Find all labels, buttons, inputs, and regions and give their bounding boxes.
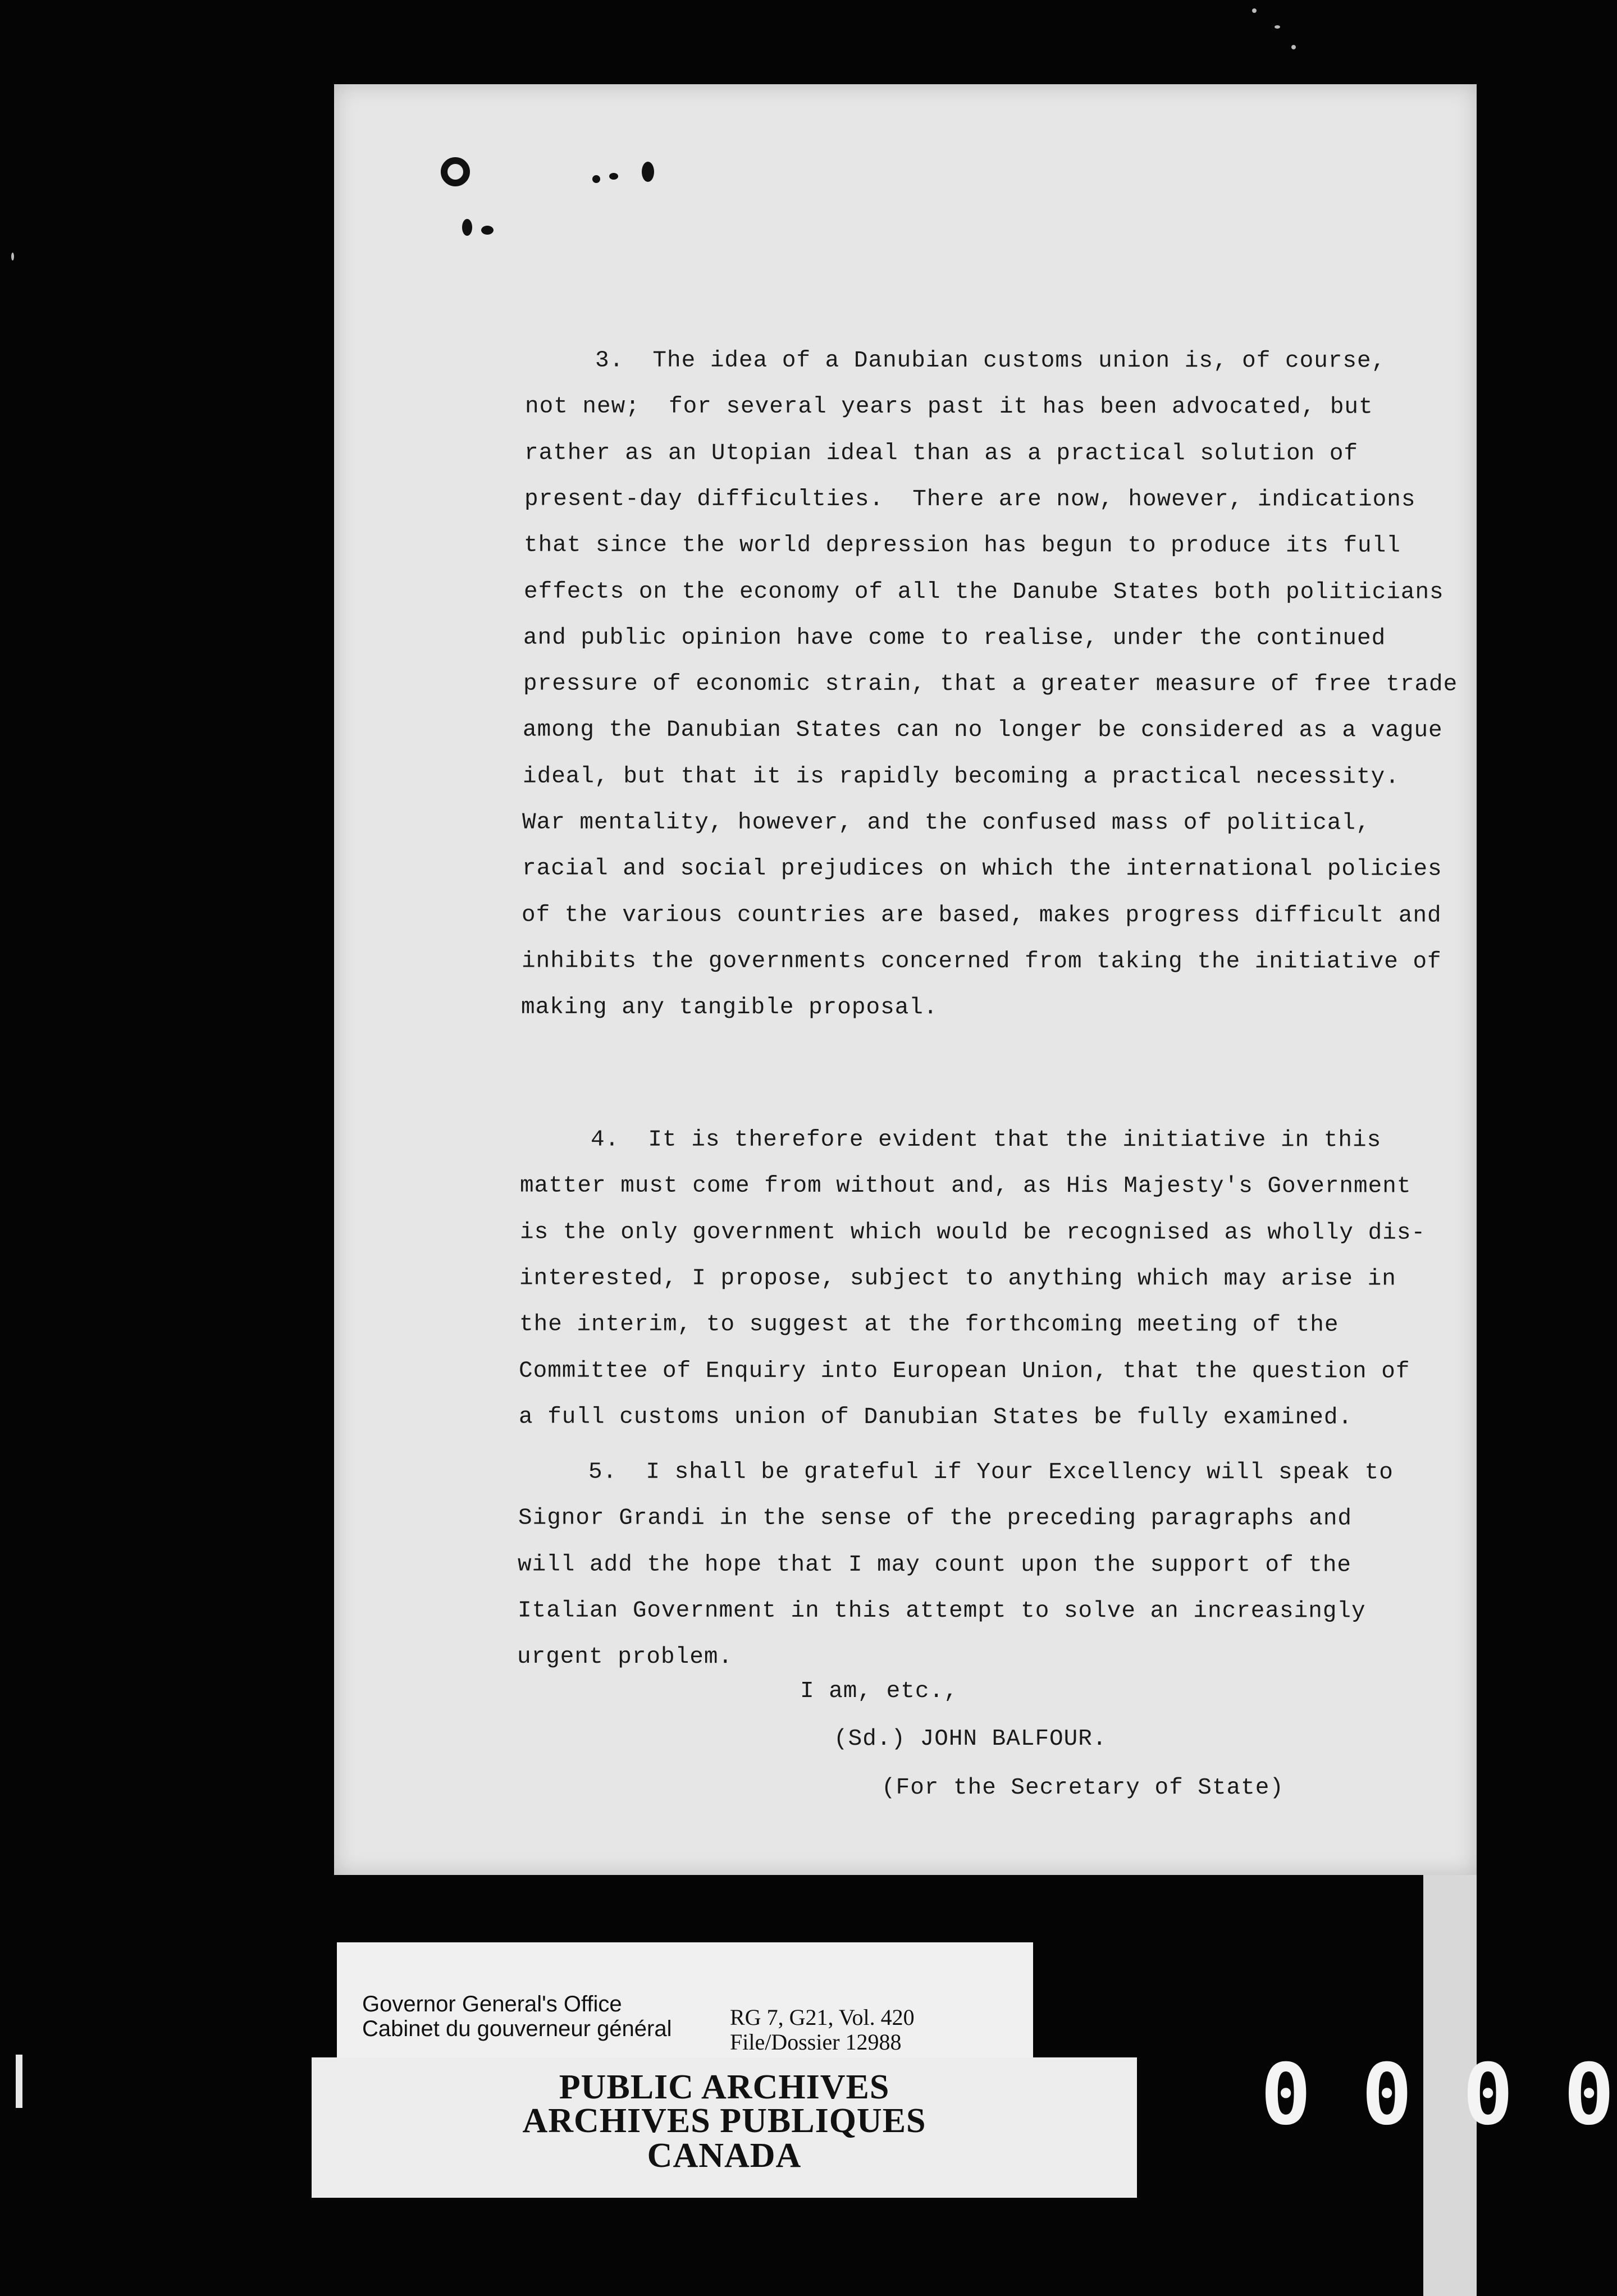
typed-line: 5. I shall be grateful if Your Excellency will speak to	[588, 1459, 1394, 1486]
public-archives-stamp	[312, 2057, 1137, 2198]
record-group-ref: RG 7, G21, Vol. 420	[730, 2005, 915, 2030]
typed-line: pressure of economic strain, that a greater measure of free trade	[523, 671, 1458, 698]
typed-line: of the various countries are based, makes progress difficult and	[522, 902, 1442, 929]
typed-line: that since the world depression has begun to produce its full	[524, 532, 1401, 559]
typed-line: inhibits the governments concerned from taking the initiative of	[521, 948, 1442, 975]
typed-line: ideal, but that it is rapidly becoming a practical necessity.	[522, 763, 1400, 790]
typed-line: a full customs union of Danubian States be fully examined.	[518, 1404, 1353, 1431]
typed-line: is the only government which would be recognised as wholly dis-	[519, 1219, 1426, 1246]
typed-letter-page	[334, 84, 1477, 1875]
office-name-en: Governor General's Office	[362, 1992, 622, 2016]
typed-line: among the Danubian States can no longer be considered as a vague	[523, 717, 1443, 744]
film-speck	[1252, 8, 1257, 13]
frame-digit: 0	[1362, 2046, 1413, 2144]
typed-line: Committee of Enquiry into European Union, that the question of	[519, 1357, 1410, 1385]
signature-line: (Sd.) JOHN BALFOUR.	[834, 1726, 1107, 1752]
typed-line: the interim, to suggest at the forthcoming meeting of the	[519, 1311, 1339, 1338]
typed-line: present-day difficulties. There are now, however, indications	[524, 486, 1415, 513]
typed-line: rather as an Utopian ideal than as a practical solution of	[524, 440, 1359, 467]
typed-line: effects on the economy of all the Danube States both politicians	[523, 578, 1444, 606]
typed-line: racial and social prejudices on which the international policies	[522, 856, 1442, 882]
file-dossier-ref: File/Dossier 12988	[730, 2029, 902, 2055]
stamp-line-en: PUBLIC ARCHIVES	[559, 2068, 890, 2106]
typed-line: War mentality, however, and the confused mass of political,	[522, 809, 1371, 836]
typed-line: matter must come from without and, as His Majesty's Government	[520, 1173, 1412, 1200]
office-name-fr: Cabinet du gouverneur général	[362, 2016, 672, 2041]
archive-reference-label	[337, 1942, 1033, 2074]
frame-marker	[16, 2055, 22, 2108]
film-speck	[11, 253, 14, 260]
typed-line: 4. It is therefore evident that the initiative in this	[590, 1127, 1381, 1154]
typed-text	[334, 84, 1477, 1875]
signature-note: (For the Secretary of State)	[881, 1775, 1284, 1801]
frame-digit: 0	[1564, 2046, 1615, 2144]
typed-line: will add the hope that I may count upon the support of the	[518, 1552, 1352, 1579]
typed-line: Signor Grandi in the sense of the preceding paragraphs and	[518, 1505, 1352, 1532]
typed-line: making any tangible proposal.	[521, 994, 938, 1021]
stamp-line-fr: ARCHIVES PUBLIQUES	[522, 2102, 926, 2140]
typed-line: and public opinion have come to realise, under the continued	[523, 625, 1386, 652]
typed-line: 3. The idea of a Danubian customs union is, of course,	[595, 347, 1386, 374]
frame-digit: 0	[1260, 2046, 1312, 2144]
frame-digit: 0	[1463, 2046, 1514, 2144]
film-speck	[1291, 45, 1296, 49]
stamp-line-country: CANADA	[647, 2137, 802, 2175]
typed-line: interested, I propose, subject to anything which may arise in	[519, 1265, 1397, 1292]
closing-line: I am, etc.,	[800, 1678, 958, 1704]
typed-line: urgent problem.	[517, 1644, 733, 1671]
typed-line: Italian Government in this attempt to solve an increasingly	[517, 1598, 1366, 1625]
typed-line: not new; for several years past it has been advocated, but	[524, 394, 1373, 420]
film-speck	[1275, 25, 1280, 29]
